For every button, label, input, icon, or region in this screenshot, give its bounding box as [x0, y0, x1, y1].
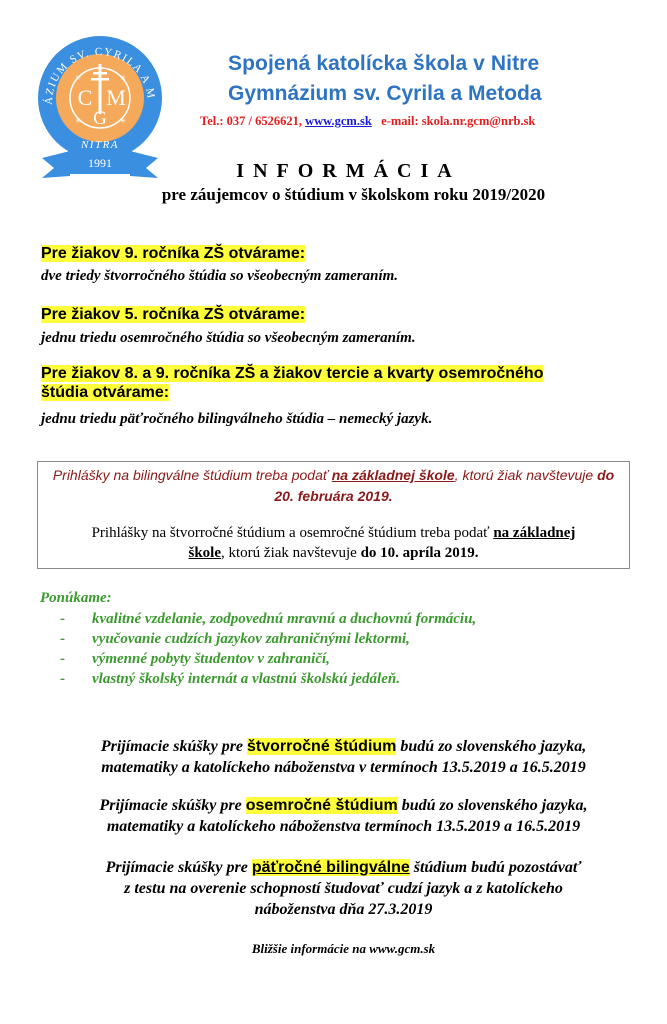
list-item: - výmenné pobyty študentov v zahraničí, [60, 651, 330, 667]
logo-letter-m: M [106, 85, 126, 110]
bilingual-notice: Prihlášky na bilingválne štúdium treba podať na základnej škole, ktorú žiak navštevuje do 20. februára 2019. [52, 467, 615, 504]
svg-text:✳: ✳ [120, 74, 126, 82]
svg-text:✳: ✳ [75, 117, 81, 125]
page-title: INFORMÁCIA [236, 160, 461, 182]
section-heading: Pre žiakov 5. ročníka ZŠ otvárame: [41, 306, 306, 323]
exam-info: Prijímacie skúšky pre osemročné štúdium budú zo slovenského jazyka, matematiky a katolíckeho náboženstva termínoch 13.5.2019 a 16.5.2019 [99, 797, 588, 835]
section-text: dve triedy štvorročného štúdia so všeobecným zameraním. [41, 268, 399, 284]
phone-text: Tel.: 037 / 6526621, [200, 114, 306, 128]
logo-letter-c: C [77, 85, 93, 110]
exam-info: Prijímacie skúšky pre štvorročné štúdium budú zo slovenského jazyka, matematiky a katolíckeho náboženstva v termínoch 13.5.2019 a 16.5.2019 [100, 738, 587, 776]
section-heading: Pre žiakov 9. ročníka ZŠ otvárame: [41, 245, 306, 262]
page-subtitle: pre záujemcov o štúdium v školskom roku 2019/2020 [161, 185, 546, 204]
logo-ring-text: ÁZIUM SV. CYRILA A M [42, 45, 158, 106]
list-item: - vlastný školský internát a vlastnú školskú jedáleň. [60, 671, 400, 687]
footer-more-info: Bližšie informácie na www.gcm.sk [251, 941, 436, 956]
contact-line [200, 114, 535, 129]
offer-list [60, 609, 476, 689]
logo-year: 1991 [88, 156, 112, 170]
logo-city: NITRA [80, 139, 120, 151]
school-name: Spojená katolícka škola v Nitre [228, 52, 540, 75]
svg-text:✳: ✳ [75, 74, 81, 82]
list-item: - kvalitné vzdelanie, zodpovednú mravnú a duchovnú formáciu, [60, 611, 477, 627]
website-link[interactable]: www.gcm.sk [305, 114, 372, 128]
list-item: - vyučovanie cudzích jazykov zahraničnými lektormi, [60, 631, 410, 647]
application-notice-box [37, 461, 630, 569]
exam-info: Prijímacie skúšky pre päťročné bilingválne štúdium budú pozostávať z testu na overenie schopností študovať cudzí jazyk a z katolíckeho náboženstva dňa 27.3.2019 [105, 859, 582, 918]
section-text: jednu triedu päťročného bilingválneho štúdia – nemecký jazyk. [41, 411, 433, 427]
gymnasium-name: Gymnázium sv. Cyrila a Metoda [228, 82, 542, 105]
logo-letter-g: G [93, 108, 107, 129]
section-text: jednu triedu osemročného štúdia so všeobecným zameraním. [41, 330, 416, 346]
section-heading: Pre žiakov 8. a 9. ročníka ZŠ a žiakov tercie a kvarty osemročného štúdia otvárame: [41, 365, 544, 401]
offer-heading: Ponúkame: [40, 590, 112, 606]
standard-notice: Prihlášky na štvorročné štúdium a osemročné štúdium treba podať na základnej škole, ktorú žiak navštevuje do 10. apríla 2019. [91, 525, 576, 561]
school-logo [30, 18, 170, 183]
email-text: e-mail: skola.nr.gcm@nrb.sk [371, 114, 536, 128]
svg-text:✳: ✳ [120, 117, 126, 125]
